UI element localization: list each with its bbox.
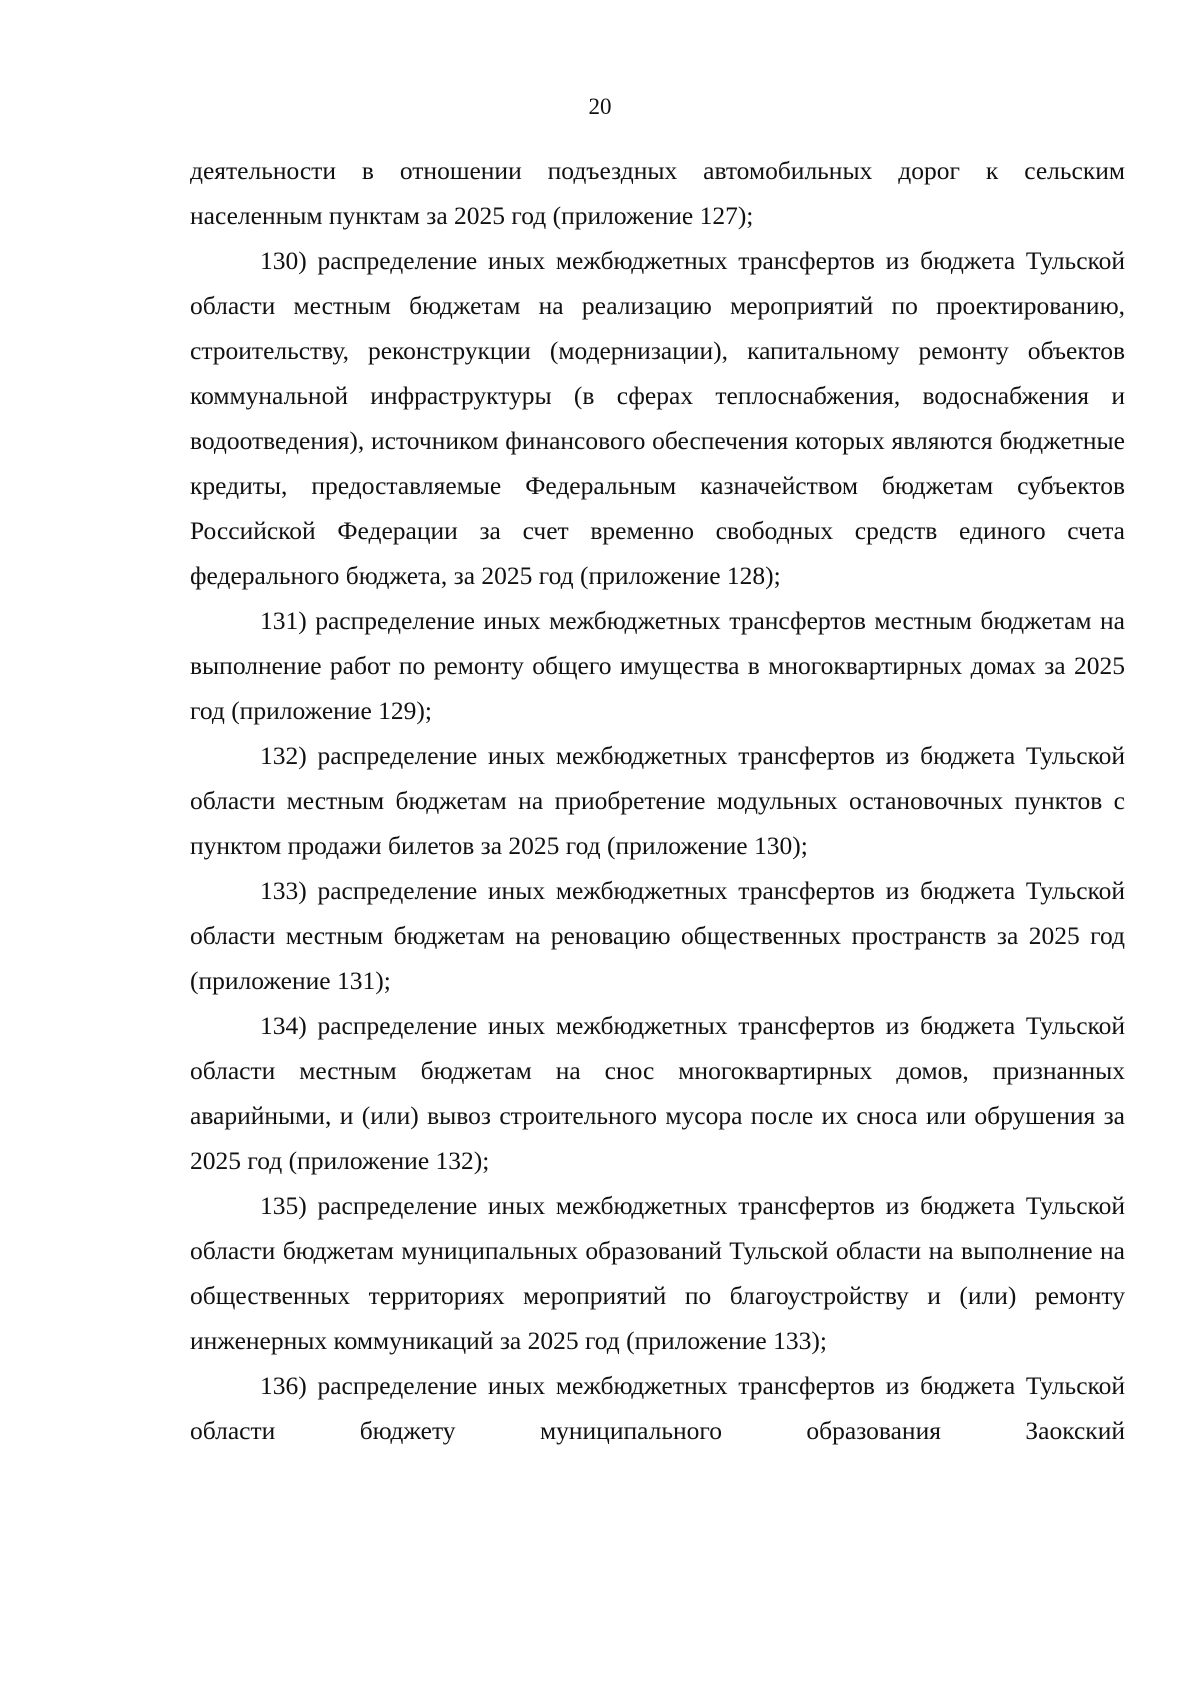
paragraph-item-136: 136) распределение иных межбюджетных трансфертов из бюджета Тульской области бюджету муниципального образования Заокский [190, 1371, 1125, 1445]
document-body [190, 148, 1125, 1453]
page-number: 20 [588, 94, 612, 119]
paragraph-item-134: 134) распределение иных межбюджетных трансфертов из бюджета Тульской области местным бюджетам на снос многоквартирных домов, признанных аварийными, и (или) вывоз строительного мусора после их сноса или обрушения за 2025 год (приложение 132); [190, 1011, 1125, 1175]
paragraph-item-130: 130) распределение иных межбюджетных трансфертов из бюджета Тульской области местным бюджетам на реализацию мероприятий по проектированию, строительству, реконструкции (модернизации), капитальному ремонту объектов коммунальной инфраструктуры (в сферах теплоснабжения, водоснабжения и водоотведения), источником финансового обеспечения которых являются бюджетные кредиты, предоставляемые Федеральным казначейством бюджетам субъектов Российской Федерации за счет временно свободных средств единого счета федерального бюджета, за 2025 год (приложение 128); [190, 246, 1125, 590]
paragraph-item-135: 135) распределение иных межбюджетных трансфертов из бюджета Тульской области бюджетам муниципальных образований Тульской области на выполнение на общественных территориях мероприятий по благоустройству и (или) ремонту инженерных коммуникаций за 2025 год (приложение 133); [190, 1191, 1125, 1355]
paragraph-item-133: 133) распределение иных межбюджетных трансфертов из бюджета Тульской области местным бюджетам на реновацию общественных пространств за 2025 год (приложение 131); [190, 876, 1125, 995]
paragraph-item-131: 131) распределение иных межбюджетных трансфертов местным бюджетам на выполнение работ по ремонту общего имущества в многоквартирных домах за 2025 год (приложение 129); [190, 606, 1125, 725]
paragraph-continuation: деятельности в отношении подъездных автомобильных дорог к сельским населенным пунктам за 2025 год (приложение 127); [190, 156, 1125, 230]
paragraph-item-132: 132) распределение иных межбюджетных трансфертов из бюджета Тульской области местным бюджетам на приобретение модульных остановочных пунктов с пунктом продажи билетов за 2025 год (приложение 130); [190, 741, 1125, 860]
